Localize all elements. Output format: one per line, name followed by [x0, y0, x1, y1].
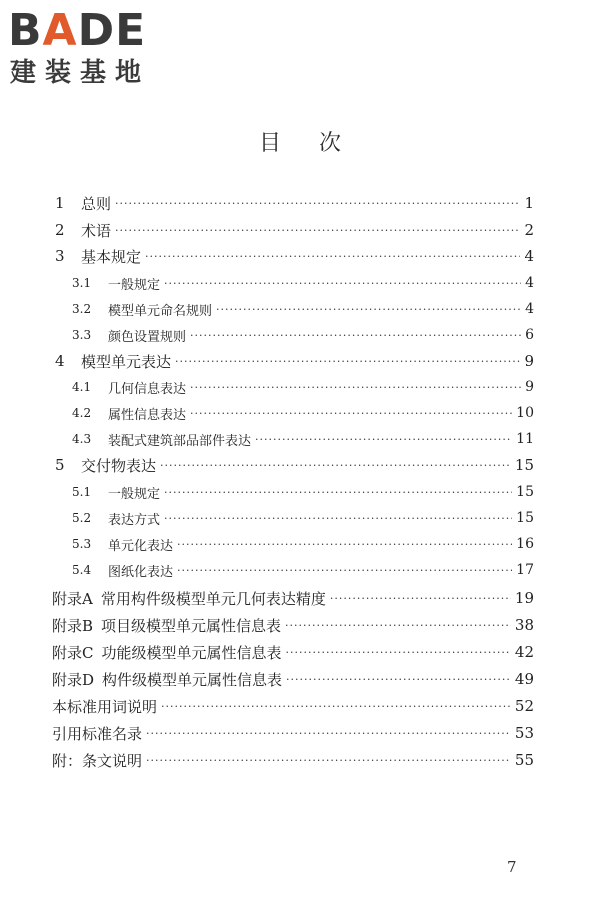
- toc-entry-page: 15: [516, 484, 534, 500]
- toc-leader-dots: [146, 727, 511, 740]
- toc-entry-number: 2: [55, 221, 65, 239]
- toc-entry-number: 3.1: [72, 276, 92, 290]
- toc-entry-title: 图纸化表达: [108, 564, 174, 580]
- toc-entry-section-5-3[interactable]: [72, 532, 534, 556]
- toc-entry-page: 53: [514, 724, 534, 742]
- toc-leader-dots: [164, 277, 521, 290]
- toc-entry-title: 构件级模型单元属性信息表: [102, 670, 283, 689]
- toc-entry-page: 49: [514, 670, 534, 688]
- toc-entry-page: 4: [525, 301, 534, 317]
- toc-leader-dots: [255, 433, 512, 446]
- toc-entry-appendix-d[interactable]: [52, 667, 534, 691]
- toc-leader-dots: [175, 355, 520, 368]
- toc-entry-number: 5: [55, 456, 65, 474]
- toc-entry-section-3-2[interactable]: [72, 297, 534, 321]
- toc-entry-chapter-2[interactable]: [55, 218, 534, 242]
- toc-entry-title: 单元化表达: [108, 538, 174, 554]
- toc-entry-appendix-b[interactable]: [52, 613, 534, 637]
- toc-entry-title: 总则: [81, 194, 112, 213]
- toc-entry-page: 1: [524, 194, 534, 212]
- toc-leader-dots: [190, 329, 521, 342]
- bade-logo: [8, 6, 178, 90]
- toc-entry-section-4-2[interactable]: [72, 401, 534, 425]
- toc-entry-page: 4: [524, 247, 534, 265]
- toc-entry-section-4-3[interactable]: [72, 427, 534, 451]
- toc-entry-page: 19: [514, 589, 534, 607]
- toc-entry-number: 5.4: [72, 563, 92, 577]
- toc-leader-dots: [160, 459, 511, 472]
- toc-leader-dots: [115, 197, 520, 210]
- toc-entry-number: 附录D: [52, 670, 95, 689]
- toc-entry-page: 10: [516, 405, 534, 421]
- toc-entry-section-5-1[interactable]: [72, 480, 534, 504]
- toc-entry-title: 装配式建筑部品部件表达: [108, 433, 252, 449]
- toc-leader-dots: [177, 564, 512, 577]
- toc-entry-number: 5.2: [72, 511, 92, 525]
- toc-entry-number: 4.1: [72, 380, 92, 394]
- toc-entry-page: 6: [525, 327, 534, 343]
- toc-entry-title: 引用标准名录: [52, 724, 143, 743]
- toc-leader-dots: [190, 407, 512, 420]
- toc-entry-page: 55: [514, 751, 534, 769]
- toc-entry-chapter-4[interactable]: [55, 349, 534, 373]
- toc-entry-number: 3.3: [72, 328, 92, 342]
- toc-entry-number: 4.3: [72, 432, 92, 446]
- toc-entry-title: 几何信息表达: [108, 381, 187, 397]
- toc-entry-title: 项目级模型单元属性信息表: [101, 616, 282, 635]
- toc-entry-number: 5.3: [72, 537, 92, 551]
- toc-entry-number: 5.1: [72, 485, 92, 499]
- toc-entry-section-5-4[interactable]: [72, 558, 534, 582]
- toc-entry-clause-explanation[interactable]: [52, 748, 534, 772]
- toc-entry-page: 4: [525, 275, 534, 291]
- toc-entry-number: 附录C: [52, 643, 94, 662]
- toc-leader-dots: [115, 224, 520, 237]
- toc-leader-dots: [164, 512, 512, 525]
- toc-title: 目次: [258, 131, 379, 156]
- toc-entry-number: 附录B: [52, 616, 94, 635]
- toc-entry-wording-explanation[interactable]: [52, 694, 534, 718]
- toc-entry-title: 一般规定: [108, 277, 161, 293]
- toc-entry-number: 附录A: [52, 589, 93, 608]
- toc-entry-section-4-1[interactable]: [72, 375, 534, 399]
- toc-entry-title: 模型单元命名规则: [108, 303, 213, 319]
- toc-entry-page: 9: [524, 352, 534, 370]
- toc-entry-page: 11: [516, 431, 534, 447]
- toc-entry-section-5-2[interactable]: [72, 506, 534, 530]
- toc-entry-title: 常用构件级模型单元几何表达精度: [100, 589, 326, 608]
- toc-leader-dots: [286, 673, 511, 686]
- toc-entry-chapter-5[interactable]: [55, 453, 534, 477]
- toc-entry-referenced-standards[interactable]: [52, 721, 534, 745]
- toc-entry-page: 17: [516, 562, 534, 578]
- toc-leader-dots: [161, 700, 511, 713]
- toc-entry-chapter-3[interactable]: [55, 244, 534, 268]
- toc-entry-page: 42: [514, 643, 534, 661]
- toc-entry-title: 一般规定: [108, 486, 161, 502]
- toc-entry-title: 交付物表达: [81, 456, 157, 475]
- toc-entry-title: 功能级模型单元属性信息表: [101, 643, 282, 662]
- toc-entry-page: 16: [516, 536, 534, 552]
- toc-leader-dots: [164, 486, 512, 499]
- toc-entry-page: 52: [514, 697, 534, 715]
- toc-entry-appendix-a[interactable]: [52, 586, 534, 610]
- toc-leader-dots: [177, 538, 512, 551]
- toc-entry-section-3-1[interactable]: [72, 271, 534, 295]
- toc-entry-page: 15: [516, 510, 534, 526]
- toc-leader-dots: [216, 303, 521, 316]
- page-number: 7: [507, 858, 517, 876]
- toc-leader-dots: [146, 754, 511, 767]
- toc-entry-number: 1: [55, 194, 65, 212]
- toc-entry-section-3-3[interactable]: [72, 323, 534, 347]
- toc-entry-title: 模型单元表达: [81, 352, 172, 371]
- toc-entry-number: 4.2: [72, 406, 92, 420]
- toc-entry-title: 属性信息表达: [108, 407, 187, 423]
- toc-entry-chapter-1[interactable]: [55, 191, 534, 215]
- toc-entry-title: 表达方式: [108, 512, 161, 528]
- logo-wordmark: BADE: [8, 5, 147, 56]
- toc-entry-title: 颜色设置规则: [108, 329, 187, 345]
- toc-entry-number: 3.2: [72, 302, 92, 316]
- toc-entry-number: 4: [55, 352, 65, 370]
- toc-entry-appendix-c[interactable]: [52, 640, 534, 664]
- toc-leader-dots: [330, 592, 511, 605]
- toc-leader-dots: [190, 381, 521, 394]
- toc-entry-title: 附：条文说明: [52, 751, 143, 770]
- toc-entry-page: 38: [514, 616, 534, 634]
- toc-entry-title: 基本规定: [81, 247, 142, 266]
- toc-entry-title: 本标准用词说明: [52, 697, 158, 716]
- toc-leader-dots: [285, 619, 511, 632]
- logo-subtitle: 建装基地: [10, 58, 151, 88]
- toc-entry-page: 15: [514, 456, 534, 474]
- toc-entry-number: 3: [55, 247, 65, 265]
- toc-entry-page: 2: [524, 221, 534, 239]
- toc-entry-title: 术语: [81, 221, 112, 240]
- toc-leader-dots: [286, 646, 511, 659]
- toc-entry-page: 9: [525, 379, 534, 395]
- toc-leader-dots: [145, 250, 520, 263]
